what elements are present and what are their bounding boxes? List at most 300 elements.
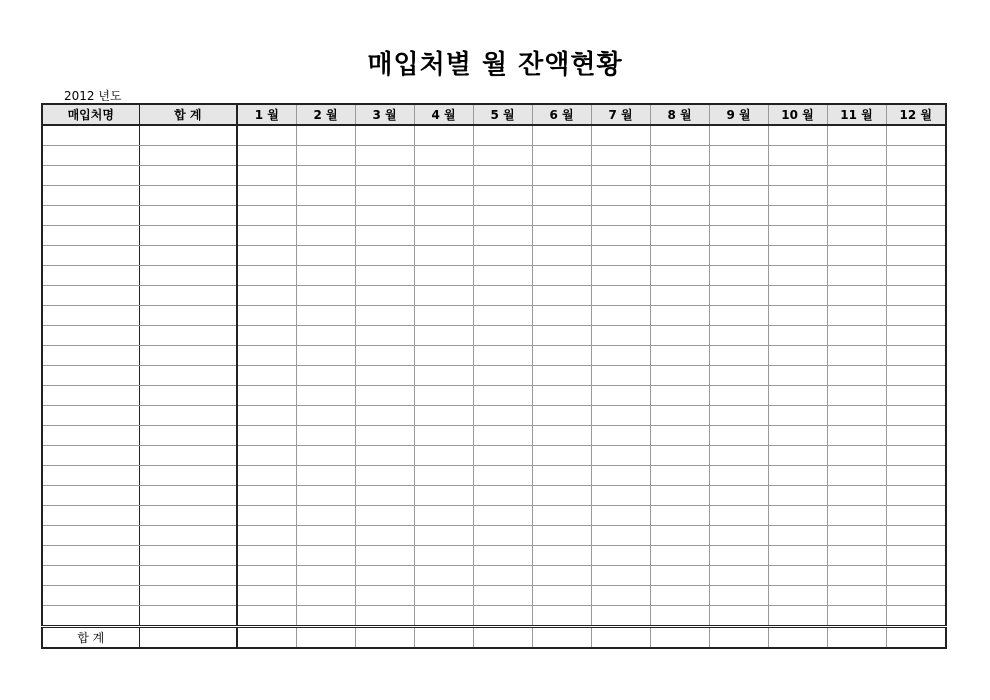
month-cell[interactable]	[355, 306, 414, 326]
month-cell[interactable]	[827, 606, 886, 627]
month-cell[interactable]	[591, 326, 650, 346]
month-cell[interactable]	[414, 426, 473, 446]
month-cell[interactable]	[473, 526, 532, 546]
supplier-name-cell[interactable]	[42, 386, 139, 406]
month-cell[interactable]	[473, 586, 532, 606]
month-cell[interactable]	[650, 526, 709, 546]
row-total-cell[interactable]	[139, 506, 237, 526]
month-cell[interactable]	[827, 566, 886, 586]
month-cell[interactable]	[827, 366, 886, 386]
month-cell[interactable]	[473, 186, 532, 206]
month-cell[interactable]	[355, 506, 414, 526]
month-cell[interactable]	[237, 386, 296, 406]
month-cell[interactable]	[591, 226, 650, 246]
month-cell[interactable]	[591, 346, 650, 366]
month-cell[interactable]	[473, 146, 532, 166]
row-total-cell[interactable]	[139, 486, 237, 506]
supplier-name-cell[interactable]	[42, 566, 139, 586]
month-cell[interactable]	[237, 246, 296, 266]
month-cell[interactable]	[355, 586, 414, 606]
supplier-name-cell[interactable]	[42, 586, 139, 606]
month-cell[interactable]	[355, 446, 414, 466]
month-cell[interactable]	[768, 206, 827, 226]
supplier-name-cell[interactable]	[42, 326, 139, 346]
month-cell[interactable]	[355, 426, 414, 446]
supplier-name-cell[interactable]	[42, 366, 139, 386]
month-cell[interactable]	[355, 146, 414, 166]
month-cell[interactable]	[414, 586, 473, 606]
month-cell[interactable]	[355, 486, 414, 506]
month-cell[interactable]	[650, 186, 709, 206]
month-cell[interactable]	[591, 506, 650, 526]
month-cell[interactable]	[355, 346, 414, 366]
month-cell[interactable]	[414, 466, 473, 486]
supplier-name-cell[interactable]	[42, 606, 139, 627]
month-cell[interactable]	[473, 166, 532, 186]
month-cell[interactable]	[709, 606, 768, 627]
month-cell[interactable]	[650, 486, 709, 506]
month-cell[interactable]	[237, 546, 296, 566]
month-cell[interactable]	[827, 346, 886, 366]
month-cell[interactable]	[768, 586, 827, 606]
month-cell[interactable]	[827, 166, 886, 186]
month-cell[interactable]	[237, 125, 296, 146]
month-cell[interactable]	[650, 466, 709, 486]
supplier-name-cell[interactable]	[42, 466, 139, 486]
month-cell[interactable]	[532, 186, 591, 206]
row-total-cell[interactable]	[139, 466, 237, 486]
month-cell[interactable]	[414, 606, 473, 627]
row-total-cell[interactable]	[139, 306, 237, 326]
month-cell[interactable]	[296, 246, 355, 266]
month-cell[interactable]	[473, 486, 532, 506]
month-cell[interactable]	[591, 366, 650, 386]
month-cell[interactable]	[532, 446, 591, 466]
month-cell[interactable]	[414, 146, 473, 166]
row-total-cell[interactable]	[139, 446, 237, 466]
row-total-cell[interactable]	[139, 346, 237, 366]
month-cell[interactable]	[532, 506, 591, 526]
month-total-cell[interactable]	[355, 627, 414, 649]
row-total-cell[interactable]	[139, 566, 237, 586]
month-cell[interactable]	[355, 125, 414, 146]
row-total-cell[interactable]	[139, 186, 237, 206]
month-cell[interactable]	[768, 386, 827, 406]
month-cell[interactable]	[709, 366, 768, 386]
month-cell[interactable]	[296, 125, 355, 146]
month-cell[interactable]	[886, 486, 946, 506]
month-cell[interactable]	[296, 266, 355, 286]
row-total-cell[interactable]	[139, 266, 237, 286]
month-cell[interactable]	[768, 146, 827, 166]
month-cell[interactable]	[414, 306, 473, 326]
month-total-cell[interactable]	[532, 627, 591, 649]
row-total-cell[interactable]	[139, 426, 237, 446]
month-cell[interactable]	[355, 246, 414, 266]
supplier-name-cell[interactable]	[42, 506, 139, 526]
month-cell[interactable]	[473, 466, 532, 486]
month-cell[interactable]	[768, 226, 827, 246]
month-cell[interactable]	[709, 486, 768, 506]
month-total-cell[interactable]	[827, 627, 886, 649]
row-total-cell[interactable]	[139, 586, 237, 606]
month-cell[interactable]	[296, 326, 355, 346]
row-total-cell[interactable]	[139, 386, 237, 406]
month-cell[interactable]	[355, 466, 414, 486]
month-cell[interactable]	[414, 486, 473, 506]
month-cell[interactable]	[591, 406, 650, 426]
month-cell[interactable]	[473, 306, 532, 326]
supplier-name-cell[interactable]	[42, 486, 139, 506]
month-cell[interactable]	[414, 546, 473, 566]
month-cell[interactable]	[532, 306, 591, 326]
month-cell[interactable]	[237, 226, 296, 246]
month-cell[interactable]	[650, 606, 709, 627]
month-cell[interactable]	[650, 586, 709, 606]
month-cell[interactable]	[886, 586, 946, 606]
month-cell[interactable]	[296, 446, 355, 466]
month-cell[interactable]	[296, 166, 355, 186]
month-cell[interactable]	[650, 226, 709, 246]
month-cell[interactable]	[768, 286, 827, 306]
month-cell[interactable]	[355, 266, 414, 286]
month-cell[interactable]	[886, 606, 946, 627]
month-cell[interactable]	[827, 546, 886, 566]
month-cell[interactable]	[237, 306, 296, 326]
month-cell[interactable]	[296, 306, 355, 326]
month-cell[interactable]	[296, 346, 355, 366]
month-cell[interactable]	[709, 266, 768, 286]
month-cell[interactable]	[237, 326, 296, 346]
month-cell[interactable]	[827, 146, 886, 166]
month-total-cell[interactable]	[886, 627, 946, 649]
month-cell[interactable]	[237, 506, 296, 526]
month-cell[interactable]	[827, 386, 886, 406]
month-cell[interactable]	[827, 206, 886, 226]
month-cell[interactable]	[591, 246, 650, 266]
month-cell[interactable]	[414, 246, 473, 266]
month-total-cell[interactable]	[591, 627, 650, 649]
month-cell[interactable]	[532, 406, 591, 426]
month-cell[interactable]	[355, 406, 414, 426]
month-cell[interactable]	[709, 206, 768, 226]
month-cell[interactable]	[768, 306, 827, 326]
month-cell[interactable]	[650, 386, 709, 406]
month-cell[interactable]	[768, 186, 827, 206]
month-cell[interactable]	[886, 146, 946, 166]
month-cell[interactable]	[709, 546, 768, 566]
month-cell[interactable]	[650, 125, 709, 146]
row-total-cell[interactable]	[139, 226, 237, 246]
month-total-cell[interactable]	[296, 627, 355, 649]
month-cell[interactable]	[768, 166, 827, 186]
month-cell[interactable]	[886, 125, 946, 146]
month-cell[interactable]	[355, 606, 414, 627]
month-cell[interactable]	[532, 586, 591, 606]
row-total-cell[interactable]	[139, 125, 237, 146]
month-cell[interactable]	[886, 346, 946, 366]
month-cell[interactable]	[886, 386, 946, 406]
month-cell[interactable]	[532, 125, 591, 146]
month-cell[interactable]	[886, 286, 946, 306]
month-cell[interactable]	[296, 426, 355, 446]
month-cell[interactable]	[709, 446, 768, 466]
month-cell[interactable]	[650, 246, 709, 266]
month-cell[interactable]	[355, 366, 414, 386]
month-cell[interactable]	[237, 266, 296, 286]
month-cell[interactable]	[414, 346, 473, 366]
supplier-name-cell[interactable]	[42, 166, 139, 186]
row-total-cell[interactable]	[139, 406, 237, 426]
month-cell[interactable]	[591, 486, 650, 506]
month-cell[interactable]	[237, 426, 296, 446]
month-cell[interactable]	[827, 406, 886, 426]
row-total-cell[interactable]	[139, 286, 237, 306]
month-cell[interactable]	[650, 346, 709, 366]
month-cell[interactable]	[591, 466, 650, 486]
month-cell[interactable]	[414, 446, 473, 466]
month-cell[interactable]	[827, 326, 886, 346]
month-cell[interactable]	[650, 206, 709, 226]
month-cell[interactable]	[355, 206, 414, 226]
month-cell[interactable]	[827, 486, 886, 506]
month-cell[interactable]	[237, 406, 296, 426]
month-cell[interactable]	[591, 606, 650, 627]
month-cell[interactable]	[709, 326, 768, 346]
month-cell[interactable]	[414, 166, 473, 186]
month-cell[interactable]	[827, 286, 886, 306]
month-cell[interactable]	[532, 286, 591, 306]
month-cell[interactable]	[296, 406, 355, 426]
month-cell[interactable]	[355, 386, 414, 406]
month-cell[interactable]	[296, 206, 355, 226]
month-cell[interactable]	[827, 186, 886, 206]
supplier-name-cell[interactable]	[42, 406, 139, 426]
month-cell[interactable]	[827, 506, 886, 526]
month-cell[interactable]	[886, 466, 946, 486]
month-cell[interactable]	[473, 266, 532, 286]
month-cell[interactable]	[827, 306, 886, 326]
month-cell[interactable]	[591, 166, 650, 186]
month-cell[interactable]	[532, 566, 591, 586]
supplier-name-cell[interactable]	[42, 446, 139, 466]
month-cell[interactable]	[532, 346, 591, 366]
month-cell[interactable]	[296, 286, 355, 306]
month-cell[interactable]	[237, 366, 296, 386]
month-cell[interactable]	[532, 226, 591, 246]
month-cell[interactable]	[591, 286, 650, 306]
month-cell[interactable]	[355, 166, 414, 186]
month-cell[interactable]	[473, 346, 532, 366]
month-cell[interactable]	[709, 386, 768, 406]
month-cell[interactable]	[296, 386, 355, 406]
supplier-name-cell[interactable]	[42, 206, 139, 226]
month-cell[interactable]	[414, 186, 473, 206]
month-cell[interactable]	[591, 386, 650, 406]
month-cell[interactable]	[709, 526, 768, 546]
month-cell[interactable]	[650, 166, 709, 186]
month-cell[interactable]	[473, 366, 532, 386]
month-cell[interactable]	[355, 186, 414, 206]
month-cell[interactable]	[296, 486, 355, 506]
month-cell[interactable]	[886, 446, 946, 466]
month-cell[interactable]	[886, 326, 946, 346]
month-cell[interactable]	[827, 466, 886, 486]
month-cell[interactable]	[591, 586, 650, 606]
month-cell[interactable]	[237, 586, 296, 606]
month-cell[interactable]	[768, 246, 827, 266]
month-cell[interactable]	[591, 125, 650, 146]
month-cell[interactable]	[532, 426, 591, 446]
row-total-cell[interactable]	[139, 246, 237, 266]
month-cell[interactable]	[414, 125, 473, 146]
month-cell[interactable]	[532, 246, 591, 266]
month-cell[interactable]	[296, 506, 355, 526]
month-cell[interactable]	[591, 446, 650, 466]
month-cell[interactable]	[768, 506, 827, 526]
month-cell[interactable]	[414, 526, 473, 546]
month-cell[interactable]	[532, 206, 591, 226]
month-cell[interactable]	[296, 466, 355, 486]
month-cell[interactable]	[650, 366, 709, 386]
month-cell[interactable]	[355, 226, 414, 246]
month-cell[interactable]	[237, 206, 296, 226]
month-cell[interactable]	[768, 406, 827, 426]
month-cell[interactable]	[591, 266, 650, 286]
month-cell[interactable]	[709, 146, 768, 166]
month-cell[interactable]	[650, 546, 709, 566]
month-cell[interactable]	[532, 546, 591, 566]
month-cell[interactable]	[296, 186, 355, 206]
month-cell[interactable]	[768, 526, 827, 546]
month-cell[interactable]	[237, 146, 296, 166]
month-cell[interactable]	[768, 426, 827, 446]
row-total-cell[interactable]	[139, 166, 237, 186]
month-cell[interactable]	[827, 125, 886, 146]
supplier-name-cell[interactable]	[42, 286, 139, 306]
month-cell[interactable]	[709, 166, 768, 186]
month-cell[interactable]	[827, 526, 886, 546]
month-cell[interactable]	[414, 266, 473, 286]
month-cell[interactable]	[886, 506, 946, 526]
month-cell[interactable]	[473, 286, 532, 306]
month-cell[interactable]	[473, 546, 532, 566]
month-total-cell[interactable]	[473, 627, 532, 649]
month-total-cell[interactable]	[414, 627, 473, 649]
month-cell[interactable]	[768, 125, 827, 146]
month-total-cell[interactable]	[650, 627, 709, 649]
month-cell[interactable]	[768, 606, 827, 627]
month-total-cell[interactable]	[709, 627, 768, 649]
month-cell[interactable]	[591, 146, 650, 166]
supplier-name-cell[interactable]	[42, 426, 139, 446]
month-cell[interactable]	[532, 526, 591, 546]
month-cell[interactable]	[296, 146, 355, 166]
month-cell[interactable]	[355, 326, 414, 346]
supplier-name-cell[interactable]	[42, 346, 139, 366]
supplier-name-cell[interactable]	[42, 546, 139, 566]
month-cell[interactable]	[414, 406, 473, 426]
month-cell[interactable]	[827, 446, 886, 466]
month-cell[interactable]	[827, 586, 886, 606]
month-cell[interactable]	[355, 546, 414, 566]
month-cell[interactable]	[414, 206, 473, 226]
month-cell[interactable]	[650, 146, 709, 166]
month-cell[interactable]	[532, 606, 591, 627]
month-cell[interactable]	[709, 506, 768, 526]
supplier-name-cell[interactable]	[42, 306, 139, 326]
month-cell[interactable]	[650, 446, 709, 466]
month-cell[interactable]	[414, 366, 473, 386]
month-cell[interactable]	[650, 506, 709, 526]
month-cell[interactable]	[414, 286, 473, 306]
month-cell[interactable]	[473, 226, 532, 246]
month-cell[interactable]	[296, 586, 355, 606]
month-cell[interactable]	[709, 466, 768, 486]
month-cell[interactable]	[296, 226, 355, 246]
month-cell[interactable]	[768, 346, 827, 366]
month-cell[interactable]	[886, 306, 946, 326]
month-cell[interactable]	[473, 386, 532, 406]
month-cell[interactable]	[827, 226, 886, 246]
month-cell[interactable]	[414, 566, 473, 586]
month-cell[interactable]	[768, 366, 827, 386]
month-cell[interactable]	[296, 606, 355, 627]
month-cell[interactable]	[886, 226, 946, 246]
month-cell[interactable]	[414, 226, 473, 246]
month-cell[interactable]	[886, 546, 946, 566]
month-cell[interactable]	[650, 266, 709, 286]
month-cell[interactable]	[473, 446, 532, 466]
month-cell[interactable]	[709, 566, 768, 586]
grand-total-cell[interactable]	[139, 627, 237, 649]
month-cell[interactable]	[532, 366, 591, 386]
month-cell[interactable]	[237, 606, 296, 627]
month-cell[interactable]	[768, 266, 827, 286]
supplier-name-cell[interactable]	[42, 246, 139, 266]
month-total-cell[interactable]	[768, 627, 827, 649]
row-total-cell[interactable]	[139, 606, 237, 627]
row-total-cell[interactable]	[139, 206, 237, 226]
month-cell[interactable]	[650, 406, 709, 426]
month-total-cell[interactable]	[237, 627, 296, 649]
month-cell[interactable]	[473, 606, 532, 627]
month-cell[interactable]	[296, 566, 355, 586]
month-cell[interactable]	[591, 546, 650, 566]
month-cell[interactable]	[827, 246, 886, 266]
month-cell[interactable]	[473, 206, 532, 226]
month-cell[interactable]	[237, 166, 296, 186]
month-cell[interactable]	[473, 426, 532, 446]
month-cell[interactable]	[532, 486, 591, 506]
row-total-cell[interactable]	[139, 146, 237, 166]
month-cell[interactable]	[532, 146, 591, 166]
month-cell[interactable]	[532, 166, 591, 186]
month-cell[interactable]	[886, 566, 946, 586]
month-cell[interactable]	[591, 186, 650, 206]
month-cell[interactable]	[591, 206, 650, 226]
month-cell[interactable]	[768, 566, 827, 586]
month-cell[interactable]	[709, 286, 768, 306]
month-cell[interactable]	[532, 266, 591, 286]
supplier-name-cell[interactable]	[42, 186, 139, 206]
month-cell[interactable]	[886, 366, 946, 386]
month-cell[interactable]	[237, 566, 296, 586]
month-cell[interactable]	[709, 125, 768, 146]
month-cell[interactable]	[650, 326, 709, 346]
month-cell[interactable]	[709, 226, 768, 246]
row-total-cell[interactable]	[139, 546, 237, 566]
